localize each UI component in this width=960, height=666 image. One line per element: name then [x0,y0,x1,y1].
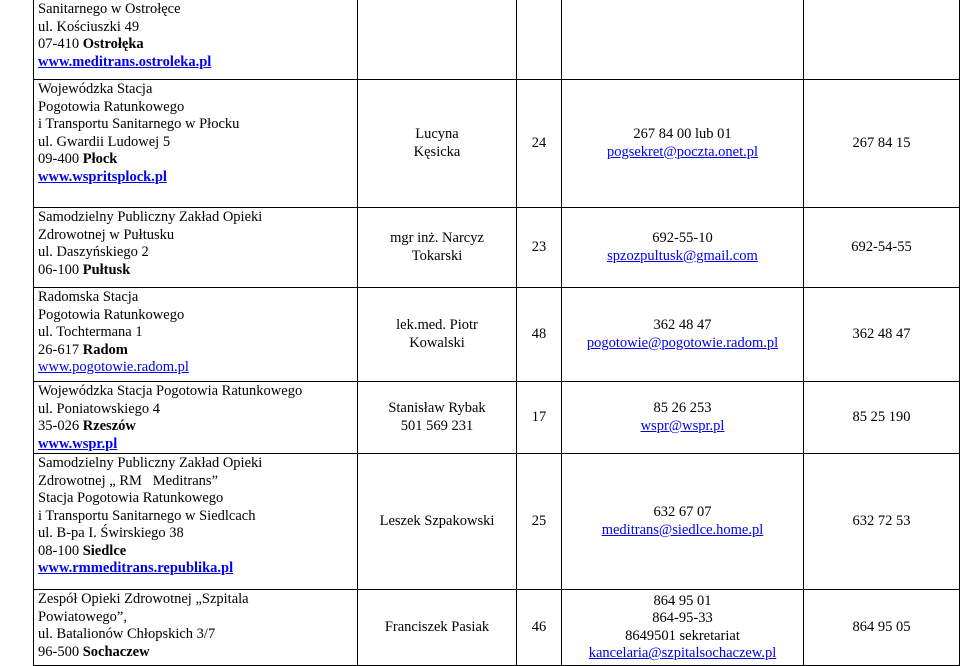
director-name: Tokarski [411,247,463,264]
postal-line [38,644,353,662]
table-row [34,288,960,382]
website-link[interactable]: www.wspr.pl [38,435,118,452]
postal-line [38,262,353,280]
institution-cell [34,382,358,454]
phone-number: 267 84 00 lub 01 [633,126,732,142]
director-cell [358,590,517,666]
postal-line [38,151,353,169]
address-line: ul. Poniatowskiego 4 [38,400,161,417]
fax-cell [804,454,960,590]
website-link[interactable]: www.pogotowie.radom.pl [38,359,189,375]
address-line: ul. Gwardii Ludowej 5 [38,133,171,150]
table-row [34,80,960,208]
address-line: Radomska Stacja [38,289,139,305]
director-name: Franciszek Pasiak [384,618,490,635]
address-line: Wojewódzka Stacja Pogotowia Ratunkowego [38,383,303,399]
address-line: Pogotowia Ratunkowego [38,98,185,115]
postal-code: 09-400 [38,151,83,167]
fax-number: 362 48 47 [852,325,911,342]
director-name: lek.med. Piotr [396,317,478,333]
director-cell [358,208,517,288]
unit-number: 25 [531,512,547,529]
number-cell [517,0,562,80]
postal-line [38,342,353,360]
director-name: mgr inż. Narcyz [390,230,484,246]
number-cell [517,288,562,382]
postal-code: 08-100 [38,542,83,559]
number-cell [517,454,562,590]
contact-cell [562,80,804,208]
postal-code: 06-100 [38,261,83,278]
fax-number: 864 95 05 [852,618,911,635]
address-line: Zespół Opieki Zdrowotnej „Szpitala [38,591,249,607]
postal-line [38,36,353,54]
address-line: ul. B-pa I. Świrskiego 38 [38,525,184,541]
table-row [34,0,960,80]
postal-code: 26-617 [38,341,83,358]
table-row [34,208,960,288]
address-line: Samodzielny Publiczny Zakład Opieki [38,209,263,225]
phone-number: 362 48 47 [653,317,712,333]
address-line: Pogotowia Ratunkowego [38,306,185,323]
number-cell [517,80,562,208]
website-link[interactable]: www.rmmeditrans.republika.pl [38,560,234,576]
fax-cell [804,590,960,666]
institution-cell [34,454,358,590]
director-name: Lucyna [415,126,459,142]
postal-code: 96-500 [38,643,83,660]
address-line: ul. Batalionów Chłopskich 3/7 [38,626,216,642]
director-cell [358,0,517,80]
institution-cell [34,80,358,208]
table-body [34,0,960,666]
address-line: Zdrowotnej w Pułtusku [38,226,175,243]
director-name: Kowalski [409,334,465,351]
fax-number: 85 25 190 [852,408,911,425]
phone-number: 8649501 sekretariat [625,627,740,644]
postal-line [38,543,353,561]
email-link[interactable]: wspr@wspr.pl [640,417,725,434]
email-link[interactable]: pogotowie@pogotowie.radom.pl [586,334,779,351]
email-link[interactable]: kancelaria@szpitalsochaczew.pl [588,645,777,661]
address-line: Samodzielny Publiczny Zakład Opieki [38,455,263,471]
unit-number: 46 [531,618,547,635]
director-cell [358,382,517,454]
director-name: Stanisław Rybak [388,400,486,416]
contact-cell [562,454,804,590]
institution-cell [34,208,358,288]
city-name: Płock [82,151,118,167]
address-line: Zdrowotnej „ RM Meditrans” [38,472,219,489]
contact-cell [562,0,804,80]
institution-cell [34,288,358,382]
fax-cell [804,80,960,208]
number-cell [517,590,562,666]
unit-number: 24 [531,134,547,151]
fax-cell [804,382,960,454]
address-line: Wojewódzka Stacja [38,81,153,97]
postal-code: 07-410 [38,36,83,52]
fax-number: 632 72 53 [852,512,911,529]
director-name: Kęsicka [413,143,461,160]
fax-cell [804,0,960,80]
contact-cell [562,208,804,288]
unit-number: 48 [531,325,547,342]
table-row [34,382,960,454]
city-name: Siedlce [82,542,127,559]
address-line: Stacja Pogotowia Ratunkowego [38,490,224,506]
director-cell [358,288,517,382]
phone-number: 864-95-33 [652,610,713,626]
city-name: Radom [82,341,128,358]
phone-number: 632 67 07 [653,504,712,520]
director-cell [358,80,517,208]
institution-cell [34,0,358,80]
number-cell [517,208,562,288]
hospital-table [33,0,960,666]
city-name: Sochaczew [82,643,150,660]
address-line: i Transportu Sanitarnego w Płocku [38,116,240,132]
address-line: ul. Kościuszki 49 [38,18,140,35]
phone-number: 864 95 01 [653,592,712,609]
address-line: Sanitarnego w Ostrołęce [38,1,181,17]
address-line: ul. Daszyńskiego 2 [38,244,149,260]
city-name: Pułtusk [82,261,131,278]
postal-code: 35-026 [38,418,83,434]
phone-number: 692-55-10 [652,230,713,246]
phone-number: 85 26 253 [653,400,712,416]
email-link[interactable]: meditrans@siedlce.home.pl [601,521,764,538]
unit-number: 17 [531,408,547,425]
postal-line [38,418,353,436]
address-line: i Transportu Sanitarnego w Siedlcach [38,507,256,524]
city-name: Ostrołęka [82,36,144,52]
website-link[interactable]: www.wspritsplock.pl [38,168,167,185]
fax-cell [804,288,960,382]
fax-number: 267 84 15 [852,134,911,151]
director-name: Leszek Szpakowski [379,512,495,529]
contact-cell [562,288,804,382]
director-cell [358,454,517,590]
number-cell [517,382,562,454]
address-line: ul. Tochtermana 1 [38,324,143,340]
email-link[interactable]: pogsekret@poczta.onet.pl [606,143,759,160]
email-link[interactable]: spzozpultusk@gmail.com [607,247,758,264]
unit-number: 23 [531,238,547,255]
table-row [34,454,960,590]
director-name: 501 569 231 [400,417,474,434]
contact-cell [562,590,804,666]
address-line: Powiatowego”, [38,608,127,625]
fax-cell [804,208,960,288]
contact-cell [562,382,804,454]
table-row [34,590,960,666]
fax-number: 692-54-55 [851,238,912,255]
city-name: Rzeszów [82,418,136,434]
website-link[interactable]: www.meditrans.ostroleka.pl [38,53,212,70]
institution-cell [34,590,358,666]
